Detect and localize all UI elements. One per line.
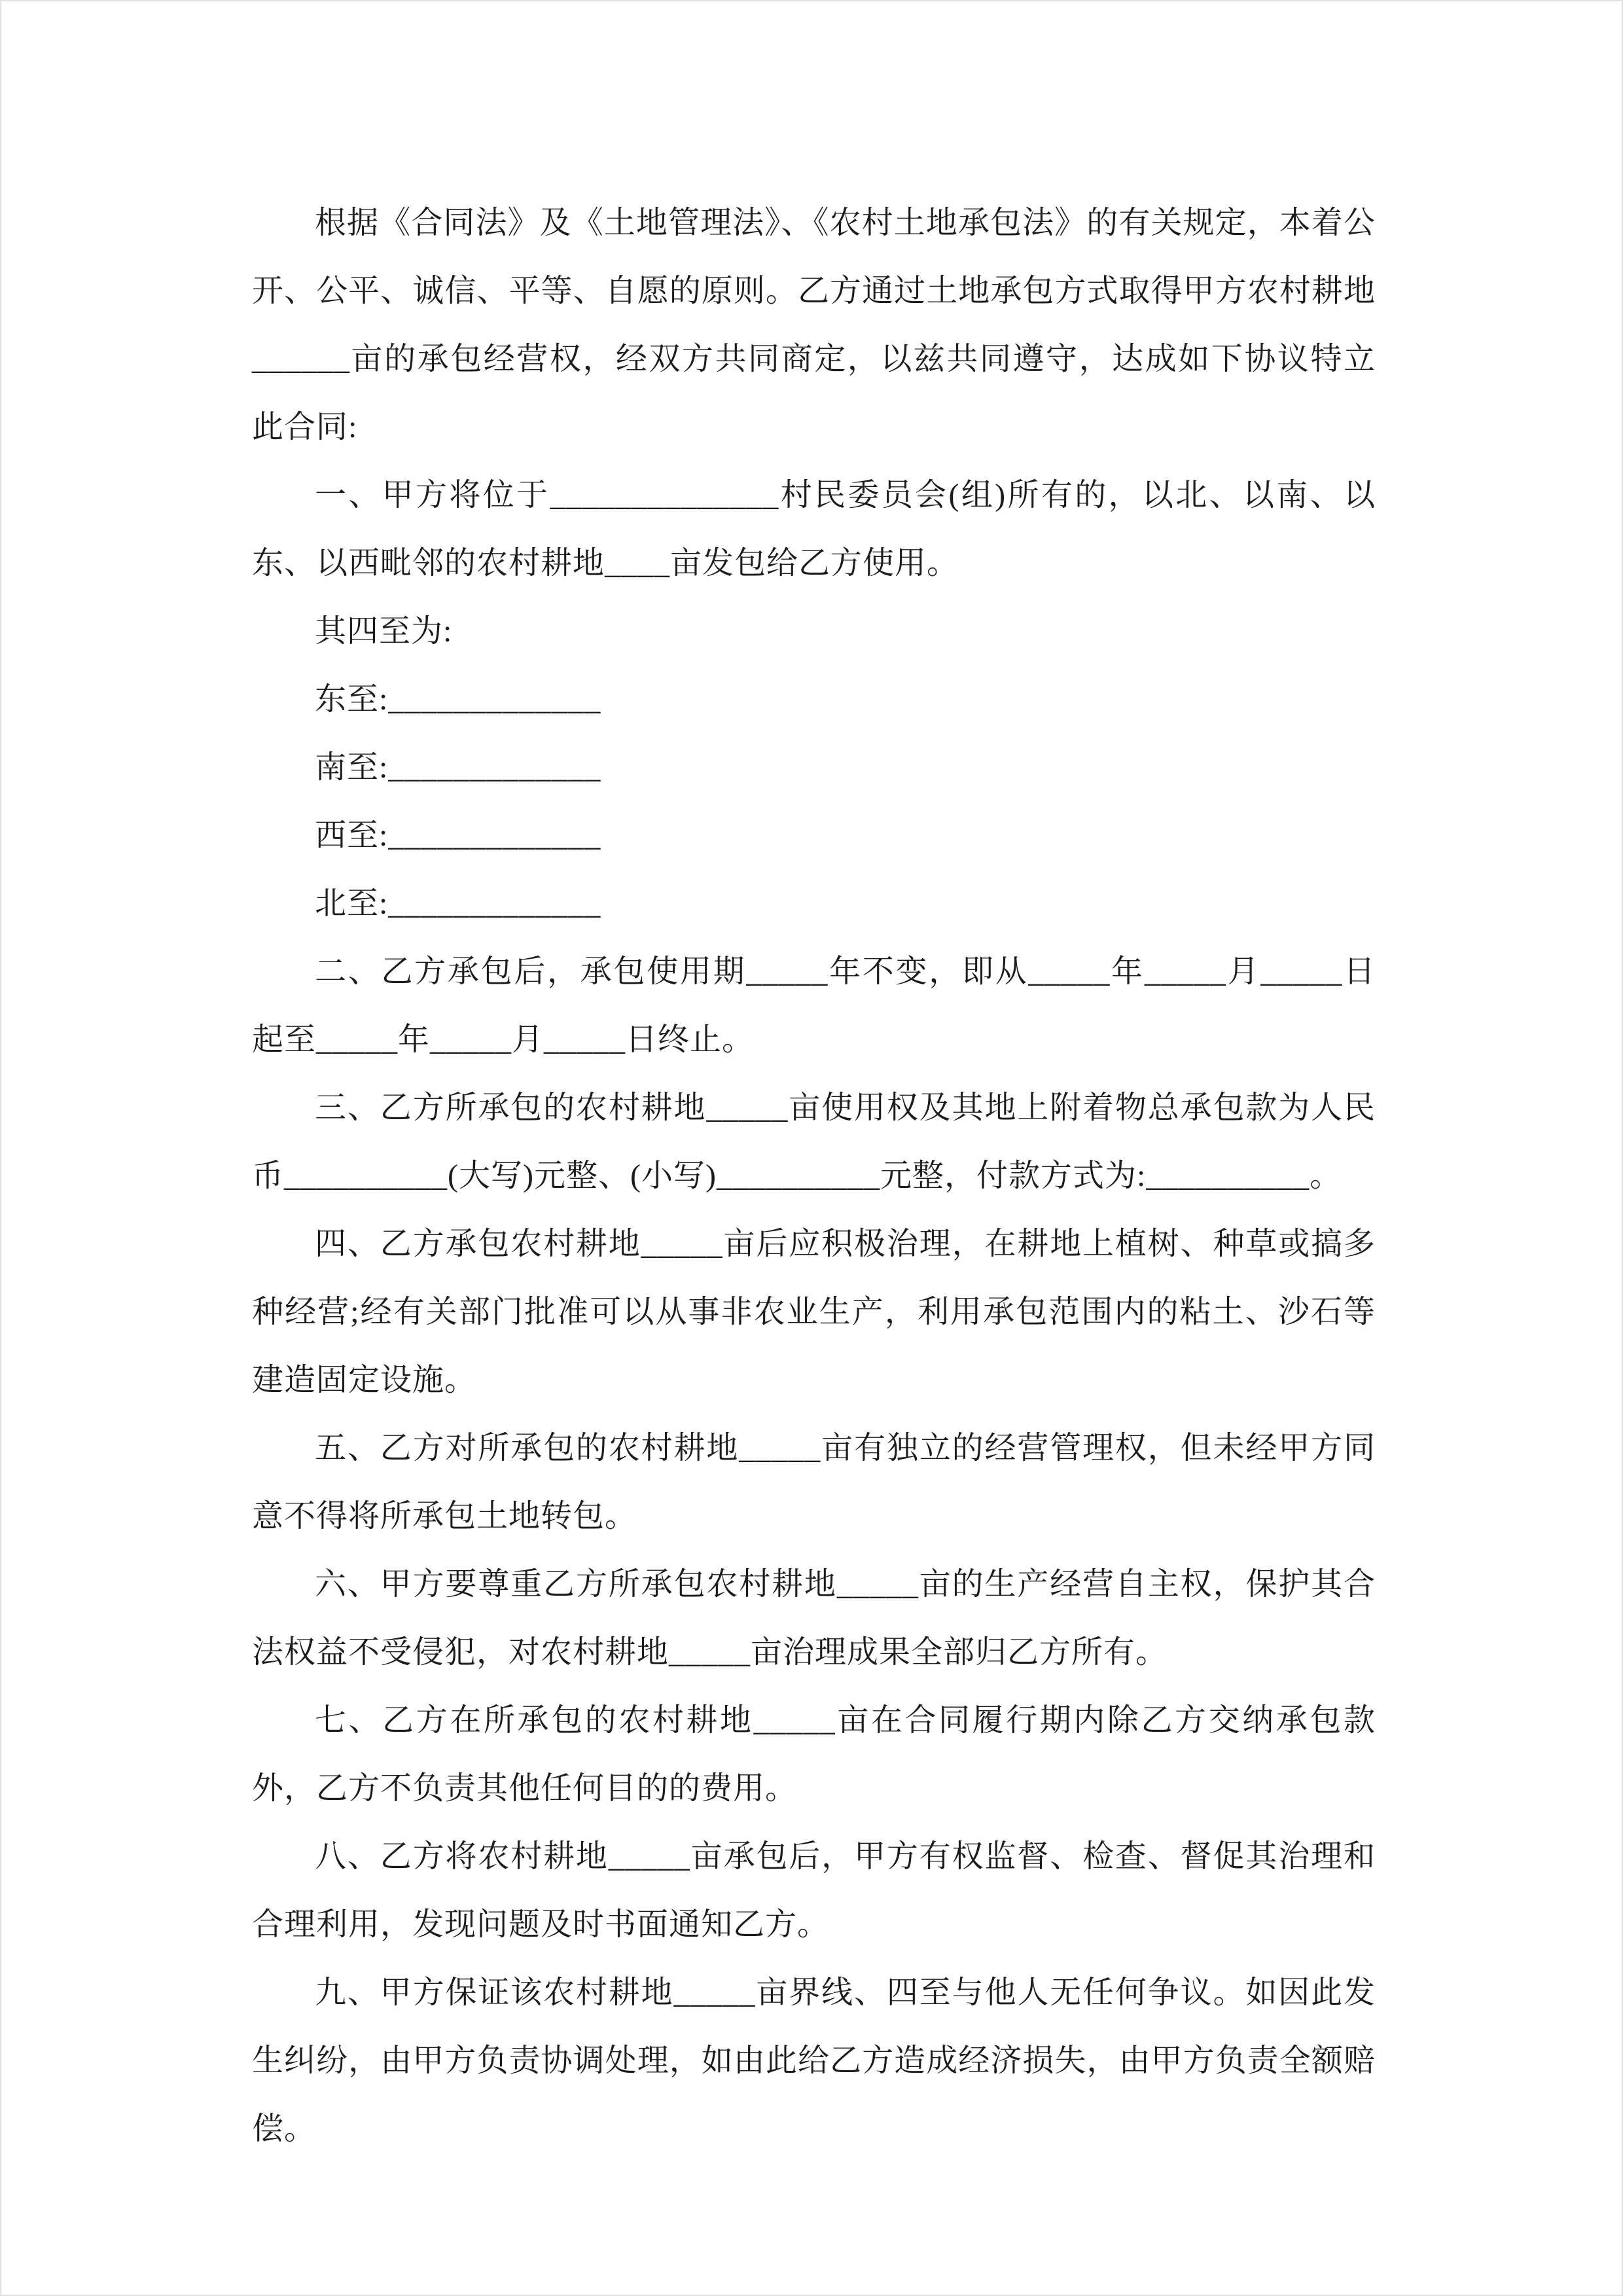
boundary-west-line: 西至:_____________ [315, 818, 601, 853]
boundaries-heading: 其四至为: [315, 614, 453, 649]
clause-6-autonomy: 六、甲方要尊重乙方所承包农村耕地_____亩的生产经营自主权，保护其合法权益不受侵犯，对农村耕地_____亩治理成果全部归乙方所有。 [252, 1567, 1376, 1670]
clause-7-fees: 七、乙方在所承包的农村耕地_____亩在合同履行期内除乙方交纳承包款外，乙方不负责其他任何目的的费用。 [252, 1703, 1376, 1806]
clause-5-rights: 五、乙方对所承包的农村耕地_____亩有独立的经营管理权，但未经甲方同意不得将所承包土地转包。 [252, 1431, 1376, 1534]
boundary-north-line: 北至:_____________ [315, 886, 601, 921]
clause-2-term: 二、乙方承包后，承包使用期_____年不变，即从_____年_____月_____日起至_____年_____月_____日终止。 [252, 954, 1376, 1057]
clause-3-payment: 三、乙方所承包的农村耕地_____亩使用权及其地上附着物总承包款为人民币__________(大写)元整、(小写)__________元整，付款方式为:__________。 [252, 1090, 1376, 1193]
clause-8-supervision: 八、乙方将农村耕地_____亩承包后，甲方有权监督、检查、督促其治理和合理利用，发现问题及时书面通知乙方。 [252, 1839, 1376, 1942]
contract-body [252, 189, 1376, 2163]
boundary-east-line: 东至:_____________ [315, 682, 601, 717]
clause-9-dispute: 九、甲方保证该农村耕地_____亩界线、四至与他人无任何争议。如因此发生纠纷，由甲方负责协调处理，如由此给乙方造成经济损失，由甲方负责全额赔偿。 [252, 1975, 1376, 2146]
intro-paragraph: 根据《合同法》及《土地管理法》、《农村土地承包法》的有关规定，本着公开、公平、诚信、平等、自愿的原则。乙方通过土地承包方式取得甲方农村耕地______亩的承包经营权，经双方共同商定，以兹共同遵守，达成如下协议特立此合同: [252, 206, 1376, 444]
boundary-south-line: 南至:_____________ [315, 750, 601, 785]
clause-1-location: 一、甲方将位于______________村民委员会(组)所有的，以北、以南、以东、以西毗邻的农村耕地____亩发包给乙方使用。 [252, 478, 1376, 581]
clause-4-management: 四、乙方承包农村耕地_____亩后应积极治理，在耕地上植树、种草或搞多种经营;经有关部门批准可以从事非农业生产，利用承包范围内的粘土、沙石等建造固定设施。 [252, 1227, 1376, 1397]
